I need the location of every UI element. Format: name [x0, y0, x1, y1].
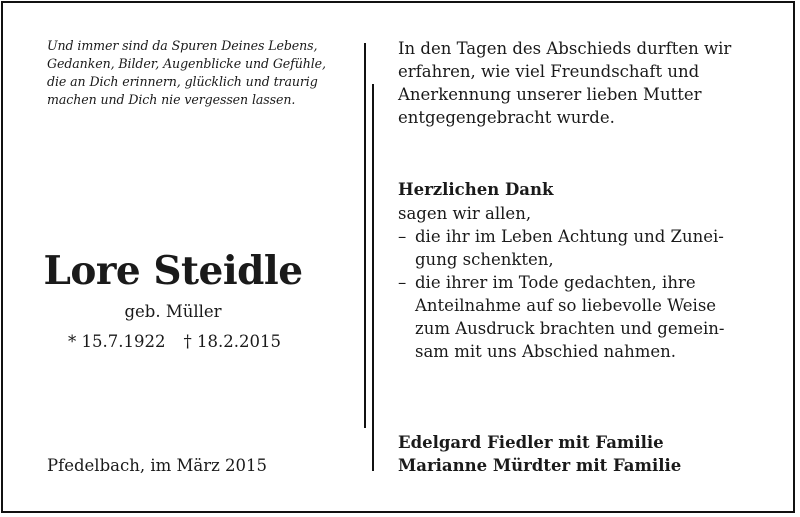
thanks-heading: Herzlichen Dank — [398, 180, 554, 199]
thanks-item-continuation: gung schenkten, — [415, 250, 554, 269]
thanks-item-continuation: Anteilnahme auf so liebevolle Weise — [415, 296, 717, 315]
thanks-item-continuation: zum Ausdruck brachten und gemein- — [415, 319, 725, 338]
thanks-item-continuation: sam mit uns Abschied nahmen. — [415, 342, 676, 361]
death-date: † 18.2.2015 — [183, 332, 281, 351]
signature-line: Edelgard Fiedler mit Familie — [398, 433, 664, 452]
intro-line: Anerkennung unserer lieben Mutter — [398, 85, 702, 104]
poem-line: machen und Dich nie vergessen lassen. — [47, 92, 296, 107]
thanks-line: sagen wir allen, — [398, 204, 532, 223]
memorial-poem — [47, 37, 347, 109]
birth-name: geb. Müller — [124, 302, 222, 321]
place-and-date: Pfedelbach, im März 2015 — [47, 456, 268, 475]
intro-text — [398, 37, 731, 129]
intro-line: In den Tagen des Abschieds durften wir — [398, 39, 732, 58]
poem-line: Gedanken, Bilder, Augenblicke und Gefühle, — [47, 56, 326, 71]
dash-bullet: – — [398, 273, 407, 292]
divider-line — [364, 43, 366, 428]
poem-line: die an Dich erinnern, glücklich und traurig — [47, 74, 318, 89]
intro-line: entgegengebracht wurde. — [398, 108, 615, 127]
divider-line-offset — [372, 84, 374, 471]
intro-line: erfahren, wie viel Freundschaft und — [398, 62, 700, 81]
birth-date: * 15.7.1922 — [68, 332, 166, 351]
poem-line: Und immer sind da Spuren Deines Lebens, — [47, 38, 318, 53]
signature-line: Marianne Mürdter mit Familie — [398, 456, 682, 475]
deceased-name: Lore Steidle — [43, 248, 303, 294]
life-dates — [68, 331, 281, 353]
thanks-item-text: die ihr im Leben Achtung und Zunei- — [415, 227, 724, 246]
thanks-item-text: die ihrer im Tode gedachten, ihre — [415, 273, 696, 292]
thanks-text — [398, 202, 724, 363]
thanks-item — [398, 271, 724, 294]
signatures — [398, 431, 681, 477]
dash-bullet: – — [398, 227, 407, 246]
thanks-item — [398, 225, 724, 248]
